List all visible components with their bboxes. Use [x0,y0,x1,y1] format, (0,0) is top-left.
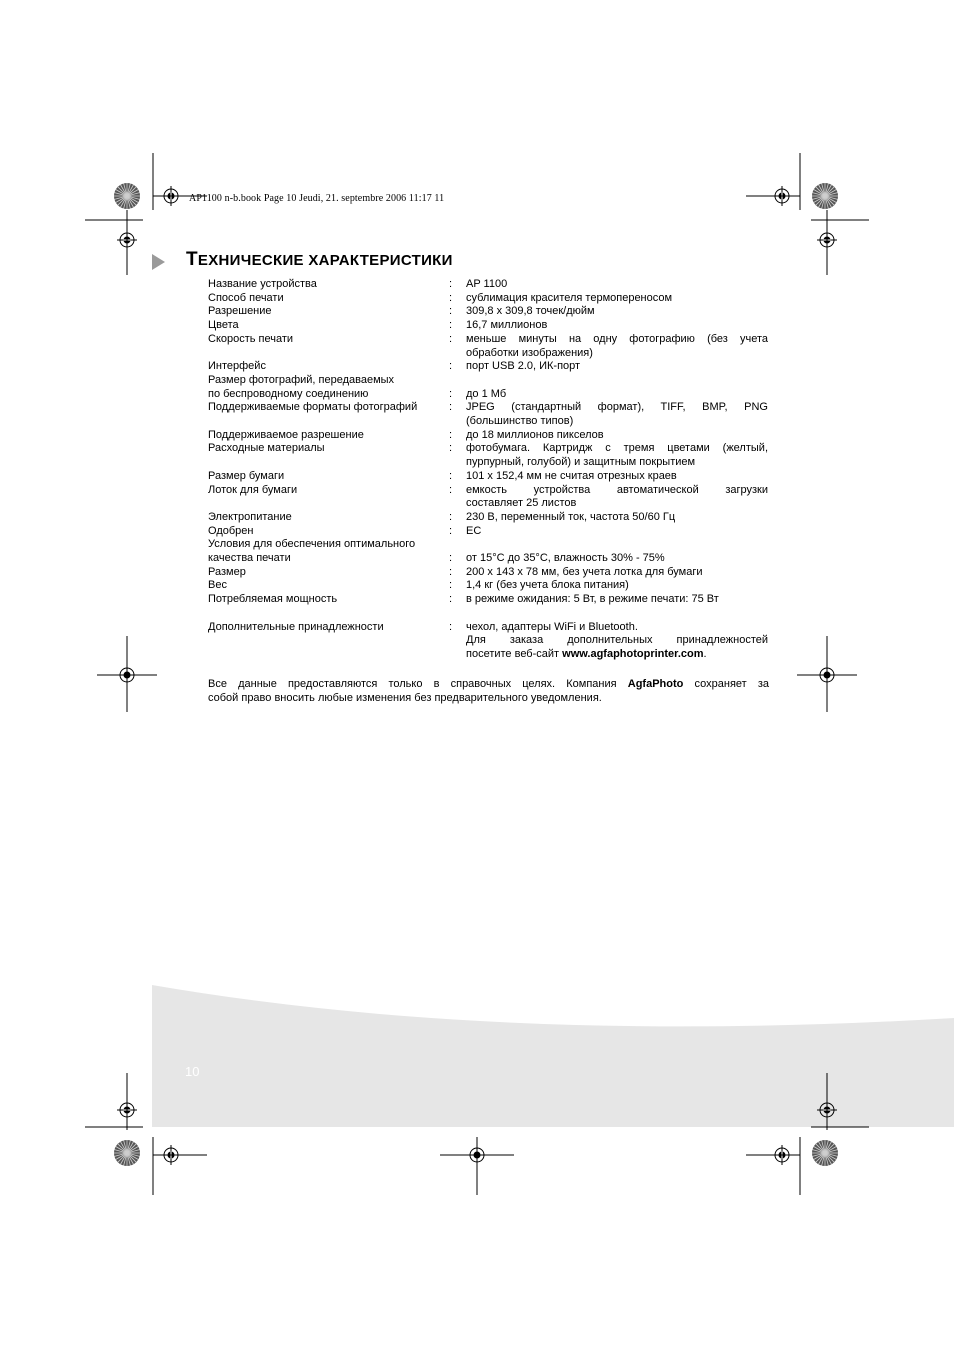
registration-star-icon [114,183,140,209]
spec-label [208,278,449,292]
colon: : [449,291,453,304]
spec-label-line: Скорость печати [208,332,294,345]
spec-separator [449,566,466,580]
spec-row [208,593,769,607]
website-link[interactable]: www.agfaphotoprinter.com [562,647,704,660]
colon: : [449,442,453,455]
spec-value [466,470,768,484]
spec-row [208,538,769,565]
book-info-header: AP1100 n-b.book Page 10 Jeudi, 21. septembre 2006 11:17 11 [189,193,445,204]
spec-label [208,511,449,525]
spec-value-line: 200 x 143 x 78 мм, без учета лотка для бумаги [466,565,703,578]
spec-value-line: от 15°C до 35°C, влажность 30% - 75% [466,552,665,565]
spec-label-line: Лоток для бумаги [208,483,298,496]
spec-value [466,566,768,580]
spec-value [466,429,768,443]
spec-separator [449,511,466,525]
spec-label-line: Дополнительные принадлежности [208,620,384,633]
colon [449,538,466,552]
colon: : [449,332,453,345]
spec-label-line: Размер фотографий, передаваемых [208,373,395,386]
spec-value [466,278,768,292]
spec-separator [449,442,466,469]
spec-row-accessories [208,621,769,662]
spec-separator [449,319,466,333]
spec-value-line: 16,7 миллионов [466,319,548,332]
spec-value [466,538,768,565]
spec-value-line: меньше минуты на одну фотографию (без учета [466,332,768,345]
title-word-1: ЕХНИЧЕСКИЕ [197,252,309,269]
colon [449,456,466,470]
spec-separator [449,292,466,306]
spec-value-line: 101 x 152,4 мм не считая отрезных краев [466,469,677,482]
colon: : [449,387,453,400]
note-text-2: сохраняет за [683,678,770,690]
spec-value-line: Для заказа дополнительных принадлежностей [466,634,768,647]
page-title [186,249,453,271]
spec-value-line: обработки изображения) [466,346,593,359]
spec-label-line: Размер [208,565,246,578]
colon: : [449,401,453,414]
colon: : [449,305,453,318]
spec-label-line: Разрешение [208,305,272,318]
spec-label [208,525,449,539]
spec-separator [449,278,466,292]
spec-label [208,579,449,593]
spec-value-line: порт USB 2.0, ИК-порт [466,360,581,373]
spec-value-line: 1,4 кг (без учета блока питания) [466,579,629,592]
spec-value [466,305,768,319]
spec-row [208,484,769,511]
spec-value [466,525,768,539]
spec-row [208,401,769,428]
colon: : [449,565,453,578]
spec-separator [449,538,466,565]
colon [449,497,466,511]
registration-star-icon [114,1140,140,1166]
spec-label [208,305,449,319]
spec-value [466,511,768,525]
visit-text: посетите веб-сайт [466,647,563,660]
spec-value-line: пурпурный, голубой) и защитным покрытием [466,456,696,469]
spec-separator [449,593,466,607]
disclaimer-note [208,677,769,705]
colon: : [449,428,453,441]
spec-value-line [466,374,768,388]
spec-label [208,333,449,360]
spec-value-line: до 1 Мб [466,387,507,400]
colon: : [449,319,453,332]
spec-value [466,593,768,607]
spec-separator [449,401,466,428]
spec-row [208,305,769,319]
spec-row [208,429,769,443]
spec-separator [449,374,466,401]
spec-row [208,470,769,484]
spec-value-line [466,538,768,552]
spec-row [208,511,769,525]
spec-label [208,442,449,469]
spec-value [466,360,768,374]
spec-value-line: 309,8 x 309,8 точек/дюйм [466,305,595,318]
spec-label-line: Интерфейс [208,360,266,373]
title-initial: Т [186,249,198,270]
spec-label [208,292,449,306]
colon: : [449,469,453,482]
spec-separator [449,429,466,443]
spec-label [208,566,449,580]
spec-label-line: Размер бумаги [208,469,285,482]
note-brand: AgfaPhoto [627,678,684,690]
spec-label [208,429,449,443]
registration-star-icon [812,183,838,209]
note-text-1: Все данные предоставляются только в справочных целях. Компания [208,678,628,690]
spec-label-line: Условия для обеспечения оптимального [208,538,416,551]
spec-label [208,538,449,565]
colon: : [449,620,453,633]
spec-value-line [466,648,768,662]
spec-row [208,278,769,292]
spec-value [466,442,768,469]
colon [449,374,466,388]
footer-band [152,985,954,1127]
spec-label-line: Одобрен [208,524,254,537]
spec-row [208,525,769,539]
spec-label [208,593,449,607]
period-text: . [703,647,707,660]
spec-value-line: ЕС [466,524,482,537]
spec-label [208,484,449,511]
spec-separator [449,305,466,319]
spec-value [466,333,768,360]
colon: : [449,278,453,290]
registration-star-icon [812,1140,838,1166]
spec-label-line: по беспроводному соединению [208,387,369,400]
spec-value [466,579,768,593]
title-word-2: ХАРАКТЕРИСТИКИ [308,252,453,269]
spec-separator [449,470,466,484]
spec-label [208,319,449,333]
spec-value-line: фотобумага. Картридж с тремя цветами (желтый, [466,442,768,455]
spec-value [466,621,768,662]
spec-label-line: Поддерживаемое разрешение [208,428,364,441]
colon [449,415,466,429]
spec-row [208,442,769,469]
colon: : [449,360,453,373]
spec-label [208,360,449,374]
spec-value-line: 230 В, переменный ток, частота 50/60 Гц [466,510,676,523]
spec-label-line: Способ печати [208,291,284,304]
title-arrow-icon [152,254,165,270]
spec-value-line: (большинство типов) [466,415,574,428]
spec-table [208,278,769,662]
spec-separator [449,579,466,593]
colon: : [449,524,453,537]
colon: : [449,510,453,523]
spec-value-line: чехол, адаптеры WiFi и Bluetooth. [466,620,638,633]
spec-separator [449,621,466,662]
spec-row [208,292,769,306]
spec-row [208,566,769,580]
spec-label-line: Расходные материалы [208,442,325,455]
spec-value [466,292,768,306]
spec-value-line: AP 1100 [466,278,508,290]
spec-value [466,319,768,333]
page-number: 10 [185,1064,200,1079]
spec-value-line: емкость устройства автоматической загрузки [466,483,768,496]
spec-label-line: качества печати [208,552,291,565]
spec-value-line: до 18 миллионов пикселов [466,428,604,441]
spec-row [208,374,769,401]
spec-row [208,579,769,593]
spec-label-line: Электропитание [208,510,292,523]
note-text-3: собой право вносить любые изменения без предварительного уведомления. [208,692,602,704]
spec-label-line: Цвета [208,319,239,332]
colon: : [449,552,453,565]
spec-label-line: Потребляемая мощность [208,593,338,606]
spec-label [208,621,449,662]
spec-gap [208,607,769,621]
spec-value [466,401,768,428]
spec-value-line: составляет 25 листов [466,497,577,510]
spec-label [208,470,449,484]
spec-value-line: JPEG (стандартный формат), TIFF, BMP, PNG [466,401,768,414]
colon: : [449,579,453,592]
colon: : [449,483,453,496]
spec-label [208,401,449,428]
spec-row [208,360,769,374]
colon [449,347,466,361]
spec-separator [449,333,466,360]
spec-value [466,374,768,401]
spec-separator [449,484,466,511]
spec-row [208,333,769,360]
spec-label-line: Поддерживаемые форматы фотографий [208,401,418,414]
colon: : [449,593,453,606]
spec-value-line: сублимация красителя термопереносом [466,291,673,304]
spec-value-line: в режиме ожидания: 5 Вт, в режиме печати: 75 Вт [466,593,719,606]
spec-value [466,484,768,511]
spec-separator [449,360,466,374]
spec-label-line: Название устройства [208,278,317,290]
spec-separator [449,525,466,539]
spec-row [208,319,769,333]
spec-label-line: Вес [208,579,227,592]
spec-label [208,374,449,401]
